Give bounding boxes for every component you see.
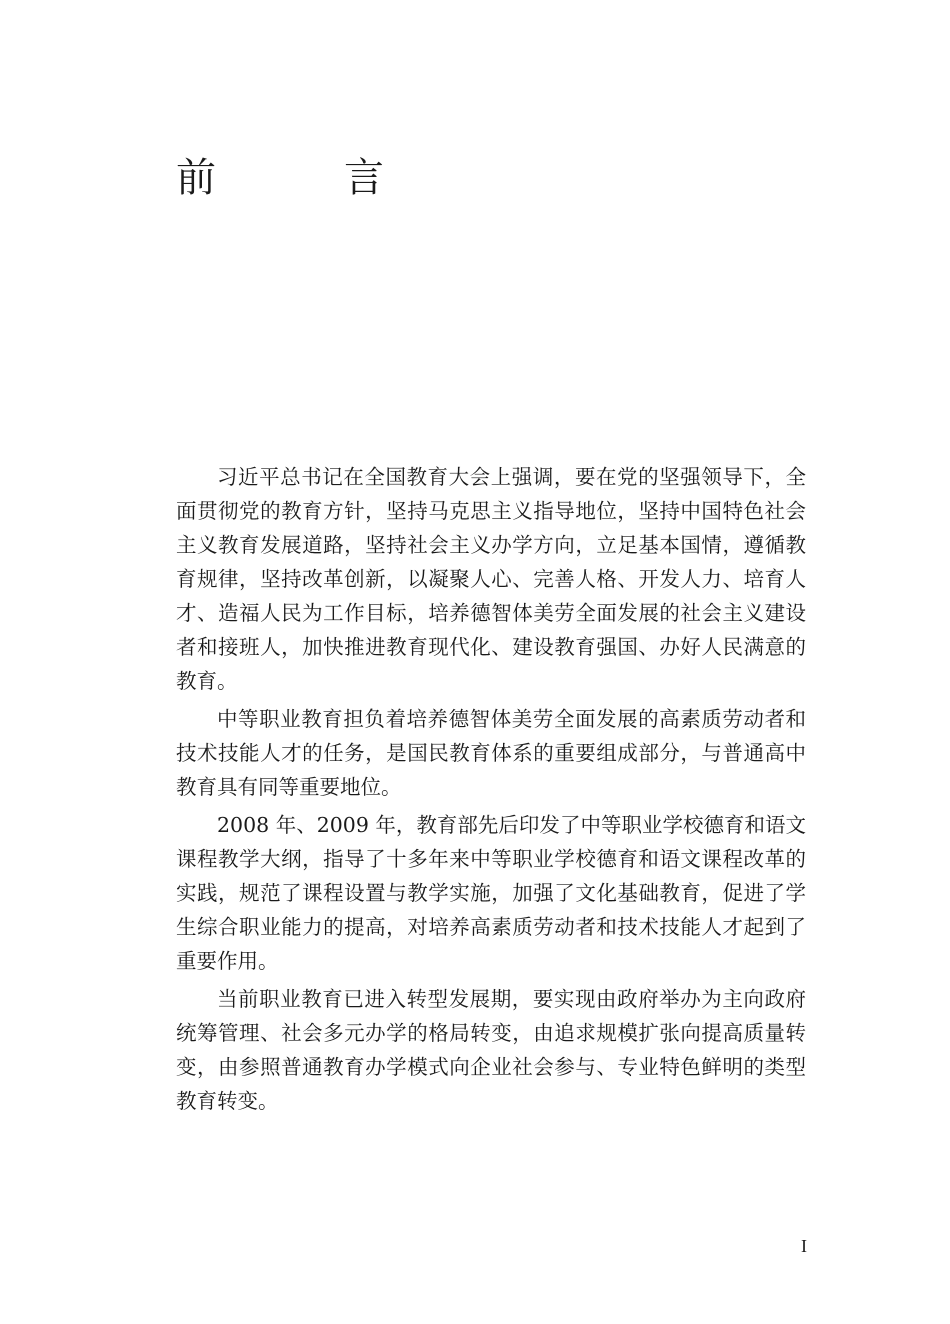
paragraph-4: 当前职业教育已进入转型发展期，要实现由政府举办为主向政府统筹管理、社会多元办学的格局转变，由追求规模扩张向提高质量转变，由参照普通教育办学模式向企业社会参与、专业特色鲜明的类型教育转变。 — [176, 987, 806, 1113]
paragraph-3: 2008 年、2009 年，教育部先后印发了中等职业学校德育和语文课程教学大纲，指导了十多年来中等职业学校德育和语文课程改革的实践，规范了课程设置与教学实施，加强了文化基础教育，促进了学生综合职业能力的提高，对培养高素质劳动者和技术技能人才起到了重要作用。 — [176, 813, 806, 973]
page-number: I — [801, 1236, 807, 1256]
paragraph-2: 中等职业教育担负着培养德智体美劳全面发展的高素质劳动者和技术技能人才的任务，是国民教育体系的重要组成部分，与普通高中教育具有同等重要地位。 — [176, 707, 806, 799]
page-title: 前 言 — [176, 155, 428, 201]
body-text — [176, 460, 806, 1122]
paragraph-1: 习近平总书记在全国教育大会上强调，要在党的坚强领导下，全面贯彻党的教育方针，坚持马克思主义指导地位，坚持中国特色社会主义教育发展道路，坚持社会主义办学方向，立足基本国情，遵循教育规律，坚持改革创新，以凝聚人心、完善人格、开发人力、培育人才、造福人民为工作目标，培养德智体美劳全面发展的社会主义建设者和接班人，加快推进教育现代化、建设教育强国、办好人民满意的教育。 — [176, 465, 806, 693]
